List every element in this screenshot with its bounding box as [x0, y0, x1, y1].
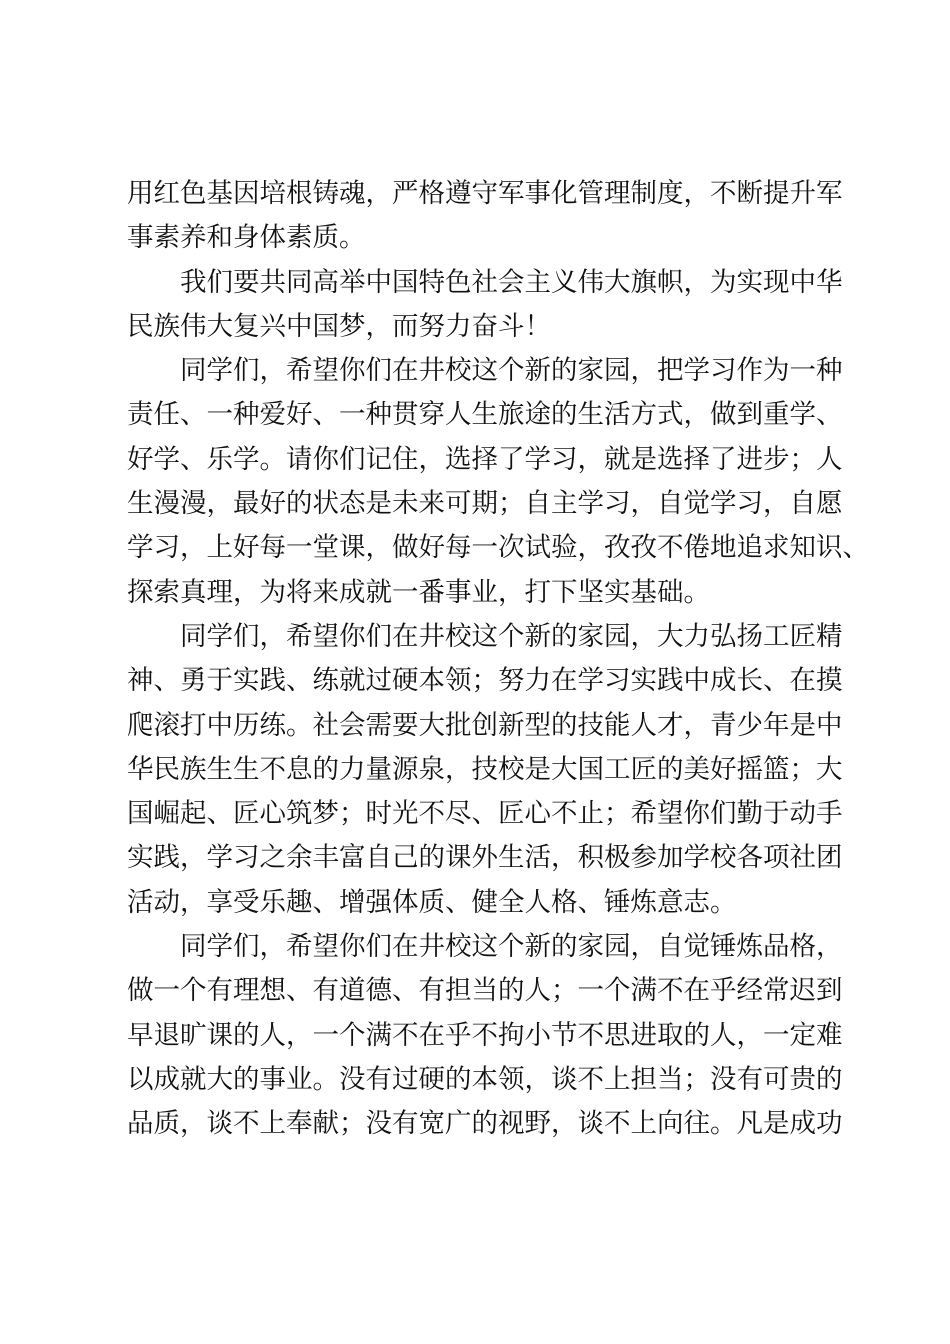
text-line: 早退旷课的人，一个满不在乎不拘小节不思进取的人，一定难 — [127, 1019, 843, 1051]
text-line: 品质，谈不上奉献；没有宽广的视野，谈不上向往。凡是成功 — [127, 1108, 843, 1140]
text-line: 爬滚打中历练。社会需要大批创新型的技能人才，青少年是中 — [127, 709, 843, 741]
text-line: 活动，享受乐趣、增强体质、健全人格、锤炼意志。 — [127, 886, 737, 918]
text-line: 华民族生生不息的力量源泉，技校是大国工匠的美好摇篮；大 — [127, 753, 843, 785]
text-line: 同学们，希望你们在井校这个新的家园，大力弘扬工匠精 — [180, 620, 843, 652]
text-line: 以成就大的事业。没有过硬的本领，谈不上担当；没有可贵的 — [127, 1063, 843, 1095]
text-line: 做一个有理想、有道德、有担当的人；一个满不在乎经常迟到 — [127, 975, 843, 1007]
text-line: 我们要共同高举中国特色社会主义伟大旗帜，为实现中华 — [180, 266, 843, 298]
text-line: 事素养和身体素质。 — [127, 222, 366, 254]
text-line: 同学们，希望你们在井校这个新的家园，把学习作为一种 — [180, 355, 843, 387]
text-line: 学习，上好每一堂课，做好每一次试验，孜孜不倦地追求知识、 — [127, 532, 869, 564]
text-line: 生漫漫，最好的状态是未来可期；自主学习，自觉学习，自愿 — [127, 488, 843, 520]
text-line: 国崛起、匠心筑梦；时光不尽、匠心不止；希望你们勤于动手 — [127, 798, 843, 830]
text-line: 神、勇于实践、练就过硬本领；努力在学习实践中成长、在摸 — [127, 665, 843, 697]
text-line: 同学们，希望你们在井校这个新的家园，自觉锤炼品格， — [180, 931, 843, 963]
text-line: 探索真理，为将来成就一番事业，打下坚实基础。 — [127, 576, 710, 608]
text-line: 民族伟大复兴中国梦，而努力奋斗！ — [127, 310, 551, 342]
text-line: 责任、一种爱好、一种贯穿人生旅途的生活方式，做到重学、 — [127, 399, 843, 431]
text-line: 用红色基因培根铸魂，严格遵守军事化管理制度，不断提升军 — [127, 178, 843, 209]
text-line: 好学、乐学。请你们记住，选择了学习，就是选择了进步；人 — [127, 443, 843, 475]
document-body — [127, 172, 869, 1147]
text-line: 实践，学习之余丰富自己的课外生活，积极参加学校各项社团 — [127, 842, 843, 874]
